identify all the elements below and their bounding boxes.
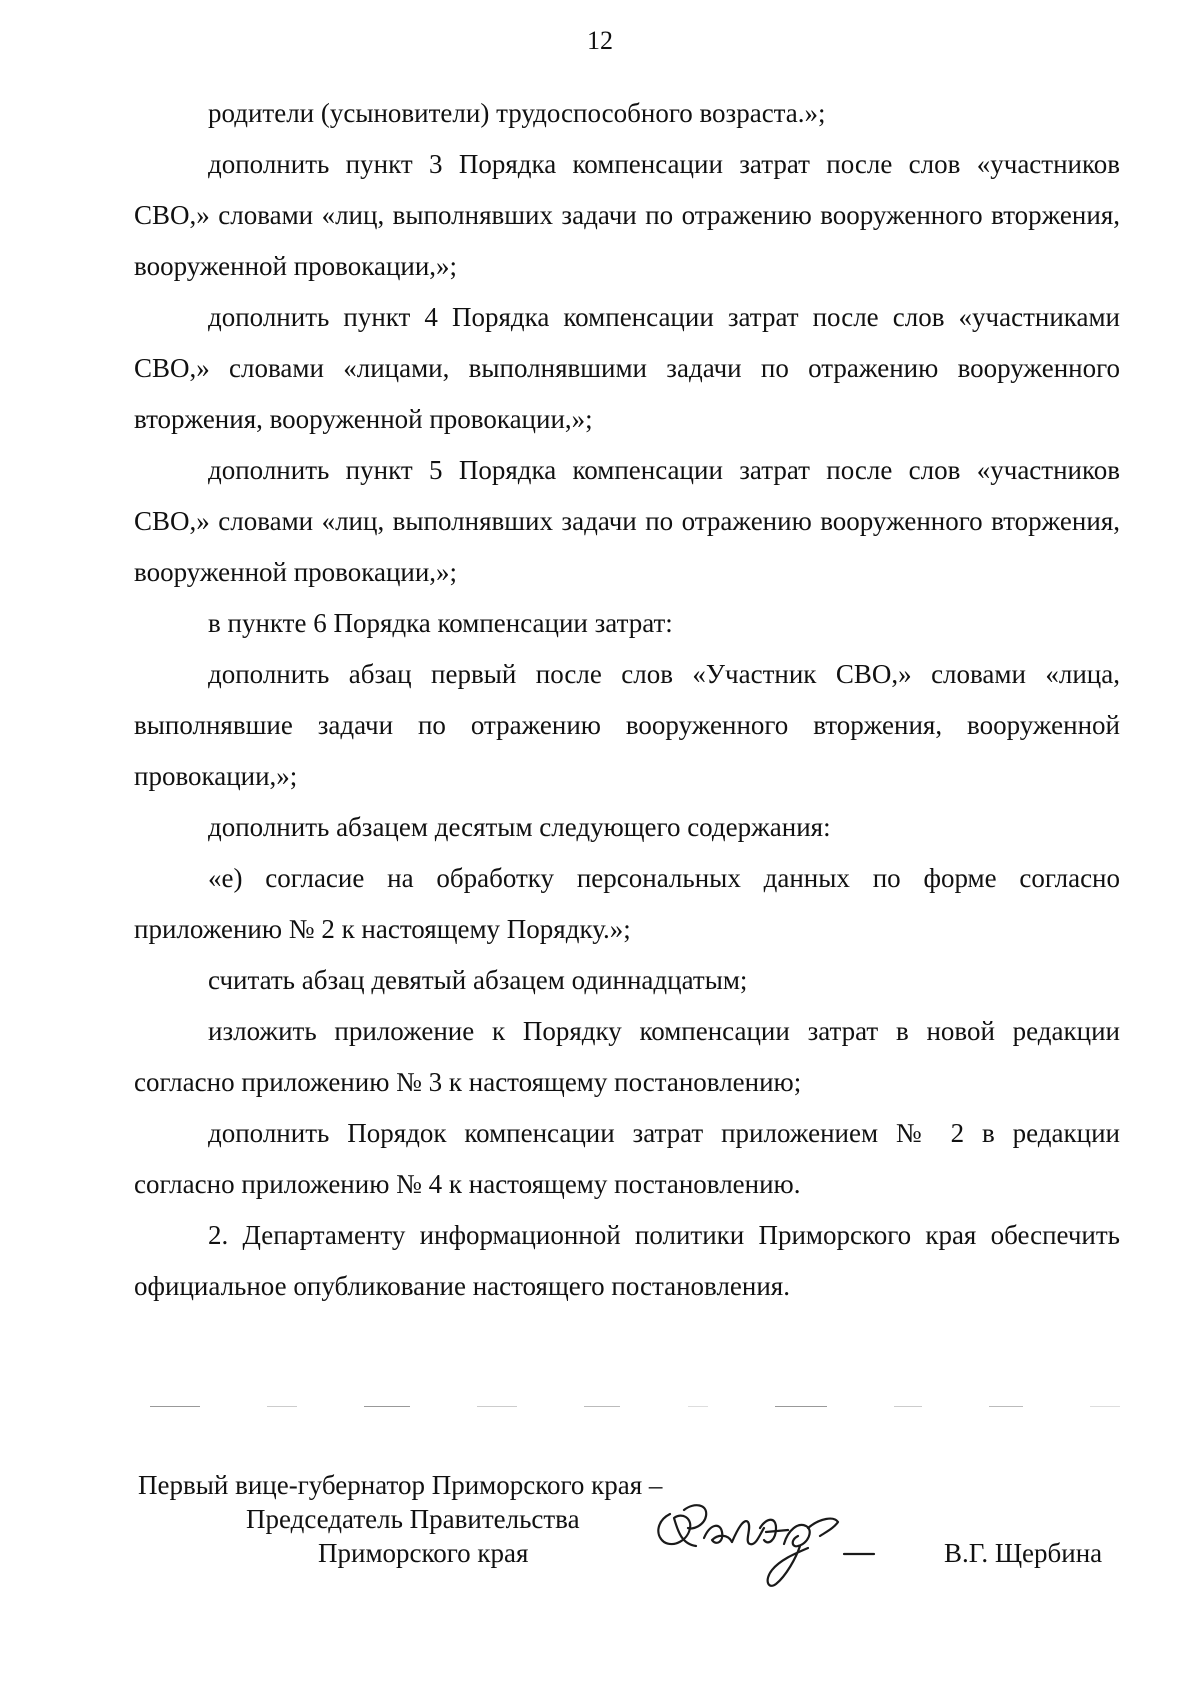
signatory-title-line-1: Первый вице-губернатор Приморского края – [138,1470,663,1500]
handwritten-signature [648,1488,908,1598]
scan-divider-line [150,1406,1120,1408]
paragraph: дополнить пункт 3 Порядка компенсации затрат после слов «участников СВО,» словами «лиц, выполнявших задачи по отражению вооруженного вторжения, вооруженной провокации,»; [134,149,1120,281]
paragraph: дополнить Порядок компенсации затрат приложением № 2 в редакции согласно приложению № 4 к настоящему постановлению. [134,1118,1120,1199]
divider-dash [364,1406,410,1407]
paragraph: дополнить пункт 5 Порядка компенсации затрат после слов «участников СВО,» словами «лиц, выполнявших задачи по отражению вооруженного вторжения, вооруженной провокации,»; [134,455,1120,587]
document-body [134,88,1120,1312]
divider-dash [775,1406,827,1407]
signatory-title-line-2: Председатель Правительства [246,1504,580,1534]
divider-dash [688,1406,708,1407]
signature-block [0,1468,1200,1588]
paragraph: в пункте 6 Порядка компенсации затрат: [208,608,673,638]
paragraph: дополнить абзац первый после слов «Участник СВО,» словами «лица, выполнявшие задачи по отражению вооруженного вторжения, вооруженной провокации,»; [134,659,1120,791]
divider-dash [477,1406,517,1407]
paragraph: «е) согласие на обработку персональных данных по форме согласно приложению № 2 к настоящему Порядку.»; [134,863,1120,944]
paragraph: изложить приложение к Порядку компенсации затрат в новой редакции согласно приложению № 3 к настоящему постановлению; [134,1016,1120,1097]
paragraph: родители (усыновители) трудоспособного возраста.»; [208,98,826,128]
signatory-name: В.Г. Щербина [944,1538,1103,1568]
divider-dash [989,1406,1023,1407]
divider-dash [1090,1406,1120,1407]
paragraph: 2. Департаменту информационной политики Приморского края обеспечить официальное опубликование настоящего постановления. [134,1220,1120,1301]
paragraph: дополнить пункт 4 Порядка компенсации затрат после слов «участниками СВО,» словами «лицами, выполнявшими задачи по отражению вооруженного вторжения, вооруженной провокации,»; [134,302,1120,434]
divider-dash [267,1406,297,1407]
divider-dash [894,1406,922,1407]
paragraph: дополнить абзацем десятым следующего содержания: [208,812,831,842]
divider-dash [584,1406,620,1407]
paragraph: считать абзац девятый абзацем одиннадцатым; [208,965,748,995]
page-number: 12 [587,26,613,55]
divider-dash [150,1406,200,1407]
signatory-title-line-3: Приморского края [318,1538,529,1568]
